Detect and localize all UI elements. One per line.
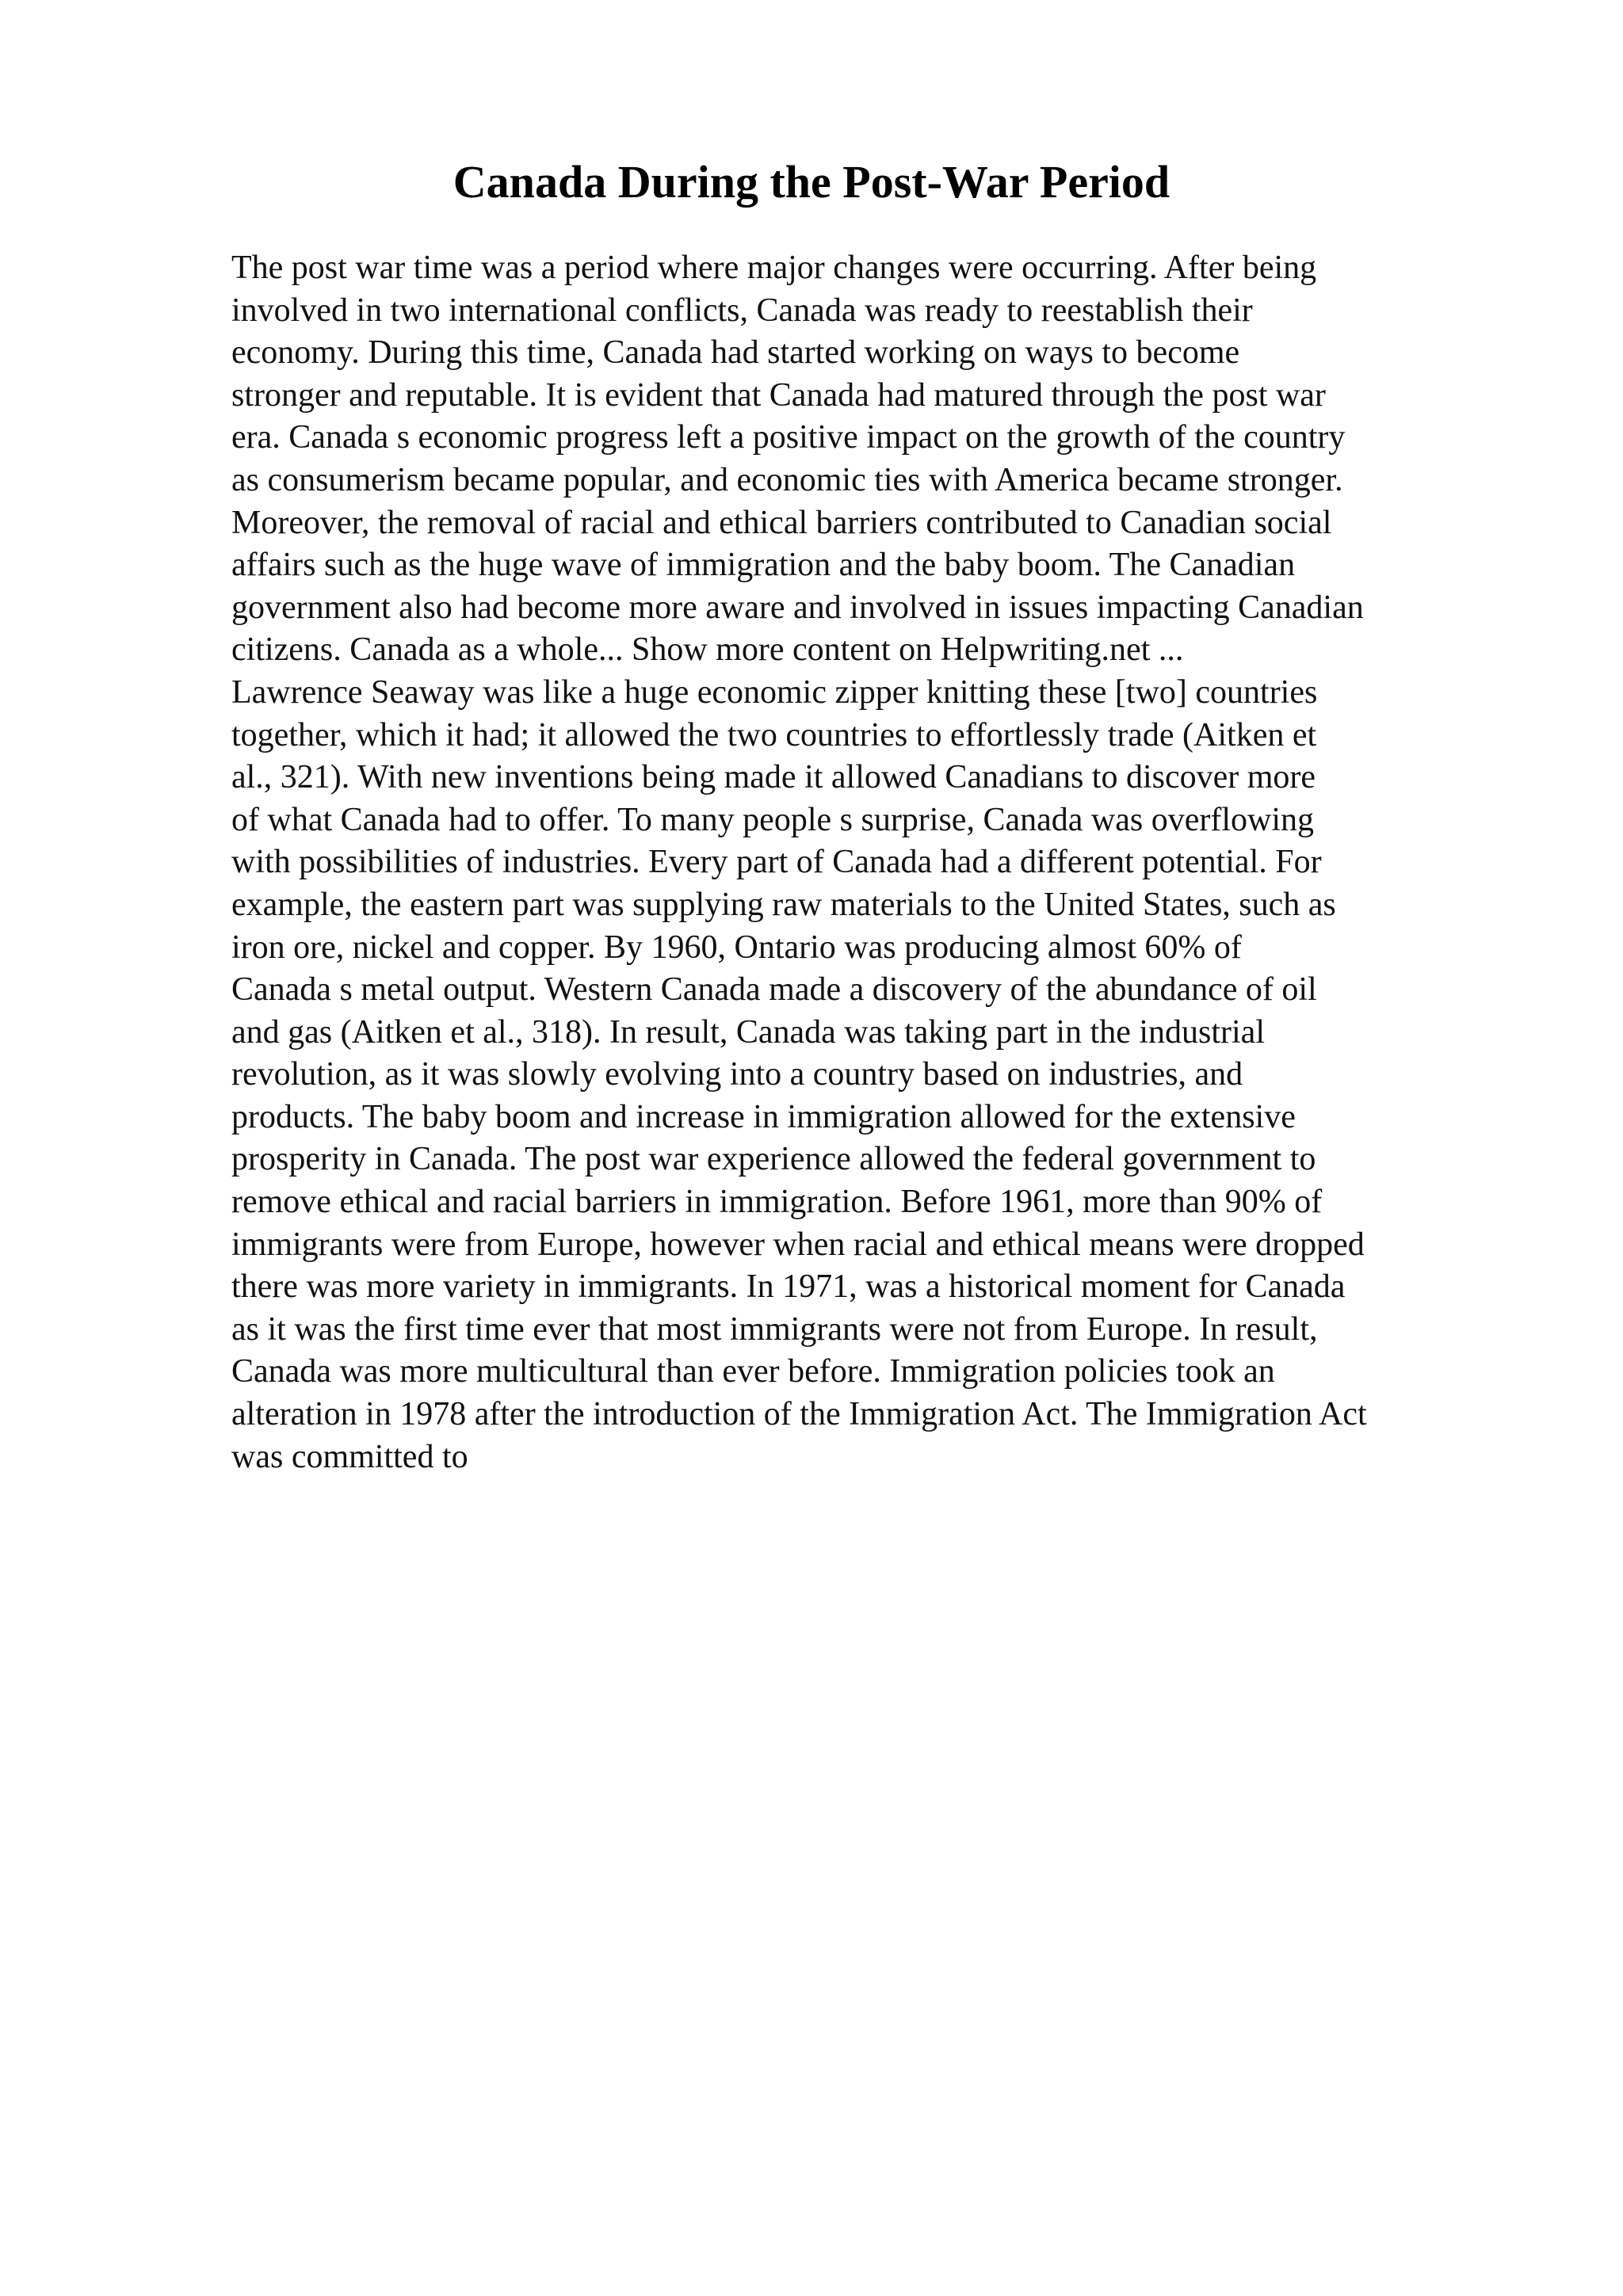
body-line: together, which it had; it allowed the two countries to effortlessly trade (Aitken et (231, 716, 1317, 753)
body-line: example, the eastern part was supplying raw materials to the United States, such as (231, 886, 1336, 923)
body-line: revolution, as it was slowly evolving into a country based on industries, and (231, 1056, 1243, 1093)
body-line: remove ethical and racial barriers in immigration. Before 1961, more than 90% of (231, 1184, 1323, 1221)
body-line: Lawrence Seaway was like a huge economic zipper knitting these [two] countries (231, 673, 1318, 711)
body-line: affairs such as the huge wave of immigration and the baby boom. The Canadian (231, 547, 1296, 584)
body-line: government also had become more aware and involved in issues impacting Canadian (231, 589, 1364, 626)
body-line: stronger and reputable. It is evident that Canada had matured through the post war (231, 376, 1326, 414)
body-line: involved in two international conflicts, Canada was ready to reestablish their (231, 292, 1253, 329)
body-line: citizens. Canada as a whole... Show more content on Helpwriting.net ... (231, 631, 1184, 669)
body-line: products. The baby boom and increase in immigration allowed for the extensive (231, 1098, 1296, 1135)
body-line: as it was the first time ever that most immigrants were not from Europe. In result, (231, 1310, 1318, 1348)
body-line: of what Canada had to offer. To many people s surprise, Canada was overflowing (231, 801, 1314, 838)
body-line: with possibilities of industries. Every part of Canada had a different potential. For (231, 844, 1322, 881)
body-line: prosperity in Canada. The post war experience allowed the federal government to (231, 1141, 1316, 1178)
body-line: Canada was more multicultural than ever before. Immigration policies took an (231, 1353, 1275, 1390)
body-line: al., 321). With new inventions being made it allowed Canadians to discover more (231, 759, 1316, 796)
body-line: there was more variety in immigrants. In 1971, was a historical moment for Canada (231, 1268, 1346, 1306)
body-line: Canada s metal output. Western Canada made a discovery of the abundance of oil (231, 971, 1317, 1009)
body-line: Moreover, the removal of racial and ethical barriers contributed to Canadian social (231, 504, 1332, 541)
document-title: Canada During the Post-War Period (453, 156, 1170, 208)
body-line: iron ore, nickel and copper. By 1960, Ontario was producing almost 60% of (231, 929, 1242, 966)
body-line: economy. During this time, Canada had started working on ways to become (231, 334, 1240, 372)
document-body (231, 247, 1515, 1478)
body-line: was committed to (231, 1438, 468, 1475)
body-line: The post war time was a period where major changes were occurring. After being (231, 250, 1317, 286)
body-line: alteration in 1978 after the introduction of the Immigration Act. The Immigration Act (231, 1396, 1367, 1433)
body-line: as consumerism became popular, and economic ties with America became stronger. (231, 461, 1343, 498)
body-line: and gas (Aitken et al., 318). In result, Canada was taking part in the industrial (231, 1013, 1265, 1051)
body-line: era. Canada s economic progress left a positive impact on the growth of the country (231, 419, 1346, 456)
body-line: immigrants were from Europe, however when racial and ethical means were dropped (231, 1226, 1365, 1263)
